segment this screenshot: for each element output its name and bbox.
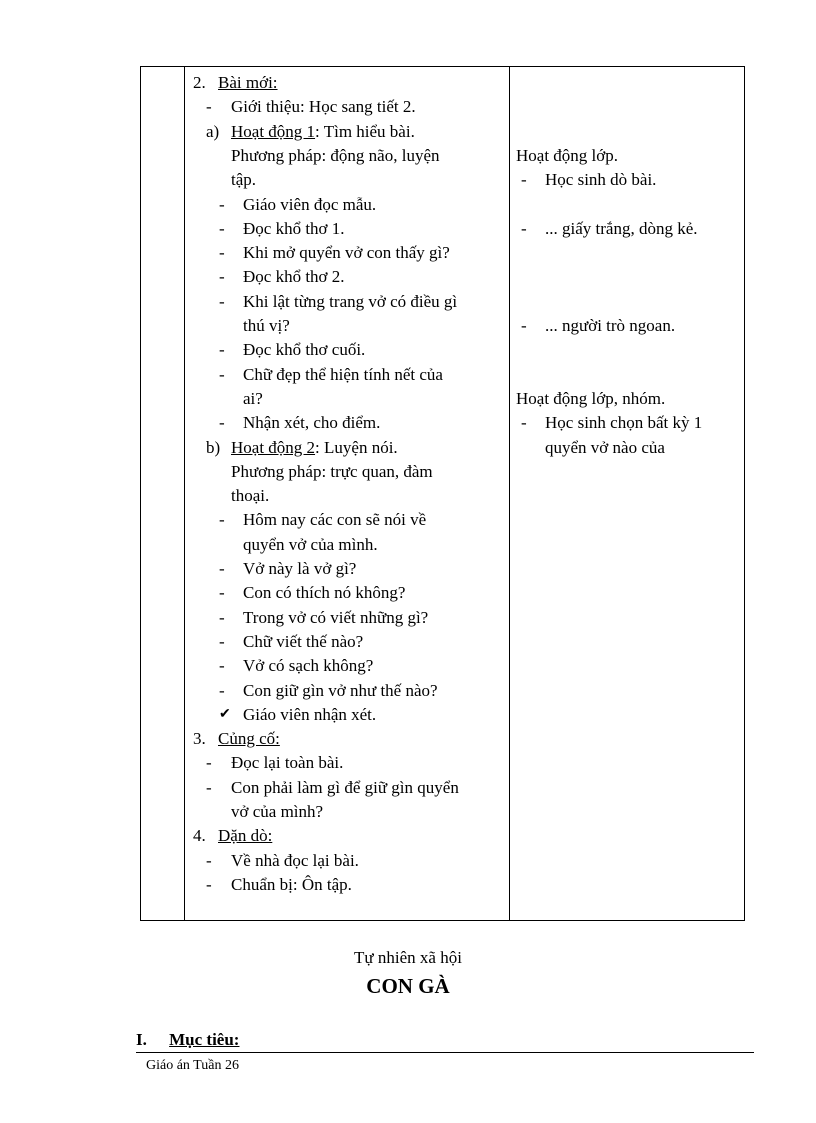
list-marker: - [521,413,527,433]
row-text: Vở này là vở gì? [243,559,357,578]
footer-rule [136,1052,754,1053]
column-divider [184,67,185,920]
row-text: Vở có sạch không? [243,656,374,676]
row-text [231,436,398,460]
row-text: Củng cố: [218,729,280,749]
row-text: Con có thích nó không? [243,583,406,603]
row-text: quyển vở nào của [545,437,665,457]
row-text: Phương pháp: động não, luyện [231,145,440,165]
row-text: Chuẩn bị: Ôn tập. [231,874,352,894]
list-marker: - [219,631,225,651]
row-text: Nhận xét, cho điểm. [243,413,381,433]
row-text: Giáo viên đọc mẫu. [243,194,377,214]
list-marker: b) [206,437,221,457]
list-marker: - [219,559,225,578]
row-text: Con giữ gìn vở như thế nào? [243,680,438,700]
list-marker: - [206,850,212,870]
activity-label: Hoạt động 2 [231,437,316,457]
list-marker: - [219,413,225,433]
row-text: Về nhà đọc lại bài. [231,850,359,870]
row-text: Học sinh chọn bất kỳ 1 [545,413,703,433]
row-text: ai? [243,388,263,408]
row-text: Giới thiệu: Học sang tiết 2. [231,97,416,117]
list-marker: a) [206,121,220,141]
list-marker: - [219,340,225,360]
list-marker: - [206,97,212,117]
list-marker: - [219,291,225,311]
row-text: ... người trò ngoan. [545,316,676,335]
row-text [231,120,415,144]
list-marker: - [219,243,225,263]
list-marker: 3. [193,729,206,749]
column-divider [509,67,510,920]
section-title: Mục tiêu: [169,1030,240,1049]
list-marker: - [219,364,225,384]
row-text: Đọc khổ thơ 1. [243,218,345,238]
section-heading [136,1030,239,1050]
row-text: Khi lật từng trang vở có điều gì [243,291,458,311]
list-marker: - [206,874,212,894]
list-marker: - [219,607,225,627]
list-marker: 2. [193,73,206,92]
list-marker: 4. [193,826,206,846]
row-text: Hoạt động lớp. [516,145,619,165]
row-text: Đọc khổ thơ 2. [243,267,345,287]
row-text: thoại. [231,486,270,506]
row-text: Trong vở có viết những gì? [243,607,429,627]
section-numeral: I. [136,1030,147,1049]
footer-text: Giáo án Tuần 26 [146,1058,239,1073]
activity-text: : Luyện nói. [315,437,398,457]
activity-label: Hoạt động 1 [231,121,316,141]
list-marker: - [219,510,225,530]
row-text: Giáo viên nhận xét. [243,704,377,724]
activity-text: : Tìm hiểu bài. [315,121,415,141]
row-text: Khi mở quyển vở con thấy gì? [243,243,450,263]
list-marker: - [206,753,212,773]
list-marker: - [219,194,225,214]
list-marker: - [521,170,527,190]
row-text: thú vị? [243,316,290,335]
lesson-title: CON GÀ [366,974,450,998]
row-text: Bài mới: [218,73,278,92]
subject-heading: Tự nhiên xã hội [354,948,462,967]
row-text: Đọc lại toàn bài. [231,753,344,773]
row-text: vở của mình? [231,802,324,821]
list-marker: - [521,218,527,238]
row-text: Chữ đẹp thể hiện tính nết của [243,364,443,384]
list-marker: - [219,583,225,603]
list-marker: - [219,656,225,676]
row-text: Hôm nay các con sẽ nói về [243,510,427,530]
row-text: Chữ viết thế nào? [243,631,364,651]
check-mark-icon: ✔ [219,706,231,722]
row-text: Con phải làm gì để giữ gìn quyển [231,777,459,797]
row-text: ... giấy trắng, dòng kẻ. [545,218,698,238]
list-marker: - [206,777,212,797]
list-marker: - [219,267,225,287]
row-text: tập. [231,170,257,190]
row-text: Dặn dò: [218,826,273,846]
list-marker: - [521,316,527,335]
row-text: quyển vở của mình. [243,534,378,554]
row-text: Đọc khổ thơ cuối. [243,340,366,360]
row-text: Học sinh dò bài. [545,170,657,190]
row-text: Hoạt động lớp, nhóm. [516,388,666,408]
list-marker: - [219,218,225,238]
row-text: Phương pháp: trực quan, đàm [231,461,433,481]
list-marker: - [219,680,225,700]
